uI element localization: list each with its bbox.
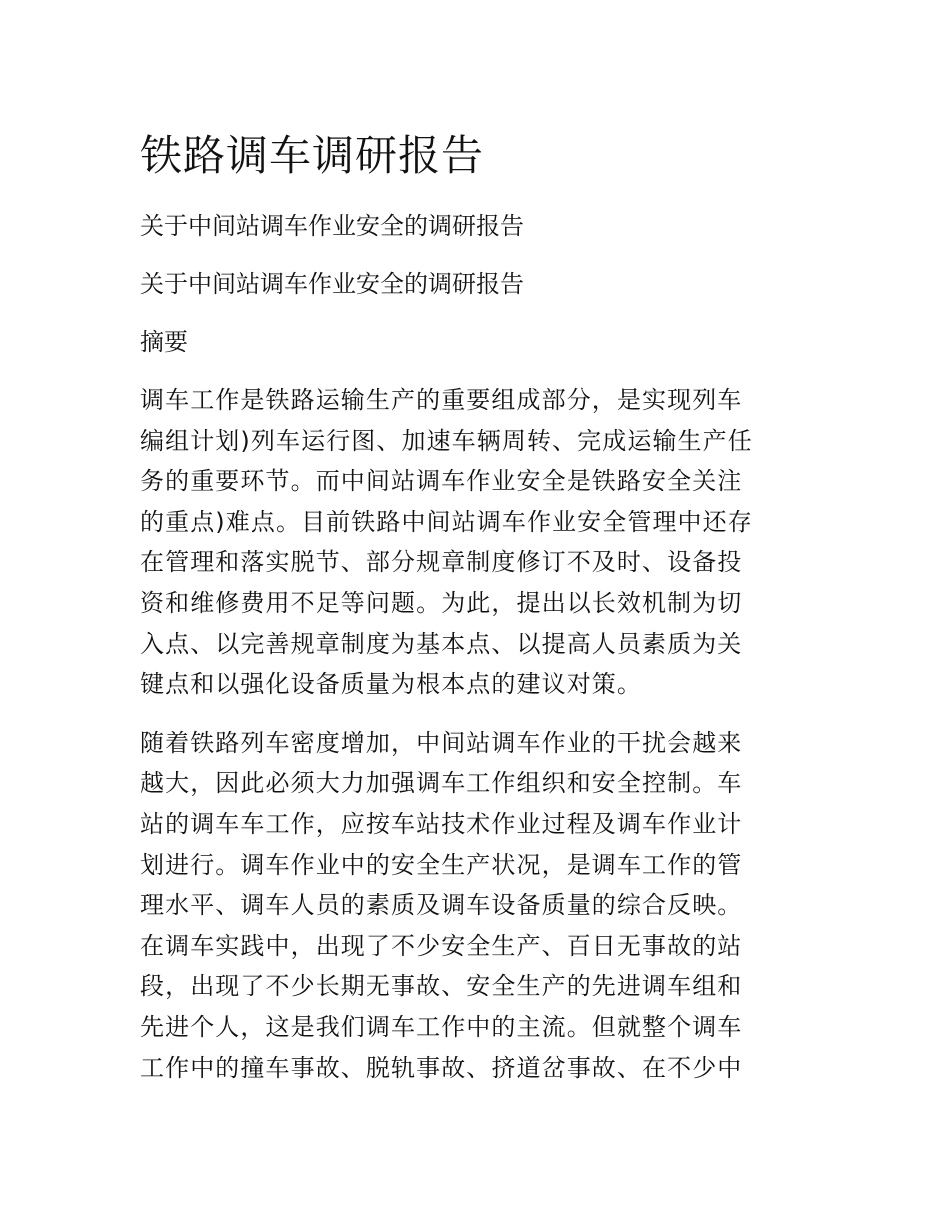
paragraph-line: 资和维修费用不足等问题。为此，提出以长效机制为切	[140, 588, 743, 617]
paragraph-1	[140, 380, 805, 705]
paragraph-line: 在管理和落实脱节、部分规章制度修订不及时、设备投	[140, 548, 743, 577]
paragraph-line: 入点、以完善规章制度为基本点、以提高人员素质为关	[140, 629, 743, 658]
paragraph-line: 随着铁路列车密度增加，中间站调车作业的干扰会越来	[140, 728, 743, 757]
abstract-heading: 摘要	[140, 328, 188, 356]
paragraph-line: 键点和以强化设备质量为根本点的建议对策。	[140, 670, 642, 699]
paragraph-line: 理水平、调车人员的素质及调车设备质量的综合反映。	[140, 891, 743, 920]
paragraph-line: 编组计划)列车运行图、加速车辆周转、完成运输生产任	[140, 426, 753, 455]
paragraph-line: 的重点)难点。目前铁路中间站调车作业安全管理中还存	[140, 507, 753, 536]
paragraph-line: 在调车实践中，出现了不少安全生产、百日无事故的站	[140, 931, 743, 960]
paragraph-line: 先进个人，这是我们调车工作中的主流。但就整个调车	[140, 1012, 743, 1041]
paragraph-2	[140, 723, 805, 1088]
paragraph-line: 划进行。调车作业中的安全生产状况，是调车工作的管	[140, 850, 743, 879]
document-title: 铁路调车调研报告	[140, 131, 485, 180]
paragraph-line: 越大，因此必须大力加强调车工作组织和安全控制。车	[140, 769, 743, 798]
paragraph-line: 调车工作是铁路运输生产的重要组成部分，是实现列车	[140, 386, 743, 414]
paragraph-line: 段，出现了不少长期无事故、安全生产的先进调车组和	[140, 972, 743, 1001]
subtitle-1: 关于中间站调车作业安全的调研报告	[140, 212, 524, 240]
paragraph-line: 务的重要环节。而中间站调车作业安全是铁路安全关注	[140, 467, 743, 496]
paragraph-line: 工作中的撞车事故、脱轨事故、挤道岔事故、在不少中	[140, 1053, 743, 1082]
paragraph-line: 站的调车车工作，应按车站技术作业过程及调车作业计	[140, 809, 743, 838]
subtitle-2: 关于中间站调车作业安全的调研报告	[140, 270, 524, 298]
document-page	[140, 128, 805, 1106]
